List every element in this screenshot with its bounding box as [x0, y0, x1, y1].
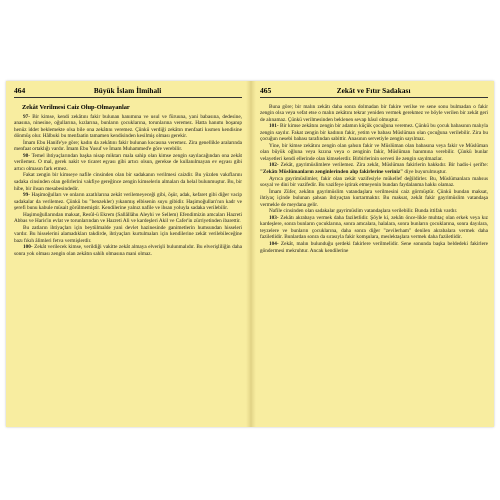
paragraph: Bu zatların ihtiyaçları için beytülmalde yani devlet hazinesinde ganimetlerin humsundan hisseleri vardır. Bu hisselerini alamadıkları takdirde, ihtiyaçları kurtulmaları için kendilerine zekât verilebileceğine bazı fıkıh âlimleri fetva vermişlerdir. — [14, 224, 242, 244]
paragraph: 104- Zekât, malın bulunduğu şerdeki fakirlere verilmelidir. Sene sonunda başka beldedeki fakirlere göndermesi mekruhtur. Ancak kendilerine — [260, 240, 488, 254]
running-title: Zekât ve Fıtır Sadakası — [336, 87, 411, 95]
paragraph: 103- Zekâtı akrabaya vermek daha faziletlidir. Şöyle ki, zekâtı önce-likle muhtaç olan erkek veya kız kardeşlere, sonra bunların çocuklarına, sonra amcalara, halalara, sonra bunların çocuklarına, sonra dayılara, teyzelere ve bunların çocuklarına, daha sonra diğer "zevilerham" denilen akrabalara vermek daha faziletlidir. Bunlardan sonra da sırasıyla fakir komşulara, meslektaşlara vermek daha faziletlidir. — [260, 214, 488, 241]
running-title: Büyük İslam İlmihali — [93, 87, 162, 95]
paragraph: Buna göre; bir malın zekâtı daha sonra dolmadan bir fakire verilse ve sene sonu bulmadan o fakir zengin olsa veya vefat etse o malın zekâtını tekrar yeniden vermek gerekmez ve böyle verilen bir zekât geri de alınamaz. Çünkü verilmesinden beklenen sevap hâsıl olmuştur. — [260, 103, 488, 123]
right-page-header — [260, 81, 488, 98]
paragraph: Yine, bir kimse zekâtını zengin olan şahsın fakir ve Müslüman olan babasına veya fakir ve Müslüman olan büyük oğluna veya kızına veya o zenginin fakir, Müslüman hanımına verebilir. Çünkü bunlar velayetleri kendi ellerinde olan kimselerdir. Birbirlerinin serveti ile zengin sayılmazlar. — [260, 142, 488, 162]
paragraph: 100- Zekât verilecek kimse, verildiği vakitte zekât almaya elverişli bulunmalıdır. Bu elverişliliğin daha sonra yok olması zengin olan zekâtın sahih olmasına mani olmaz. — [14, 244, 242, 257]
hadith-quote: "Zekâtı Müslümanların zenginlerinden alıp fakirlerine veriniz" — [260, 168, 404, 175]
book-spread — [6, 81, 494, 427]
paragraph: 99- Haşimoğulları ve onların azatlılarına zekât verilemeyeceği gibi, öşür, adak, kefaret gibi diğer vacip sadakalar da verilemez. Çünkü bu "benzekler) yıkanmış elbisenin suyu gibidir. Haşimoğulları'nın kadr ve şerefi bunu kabule müsait görülmemiştir. Kendilerine yalnız nafile ve ihsan yoluyla sadaka verilebilir. — [14, 192, 242, 212]
paragraph: 97- Bir kimse, kendi zekâtını fakir bulunan hanımına ve usul ve füruuna, yani babasına, dedesine, anasına, ninesine, oğullarına, kızlarına, bunların çocuklarına, torunlarına veremez. Hatta hanımı boşanıp henüz iddet beklemekte olsa bile ona zekâtını veremez. Çünkü verdiği zekâtın menfaati kısmen kendisine dönmüş olur. Hâlbuki bu menfaatin tamamen kendisinden kesilmiş olması gerekir. — [14, 113, 242, 140]
paragraph: Haşimoğullarından maksat, Resûl-ü Ekrem (Sallâllâhu Aleyhi ve Sellem) Efendimizin amcaları Hazreti Abbas ve Haris'in evlat ve torunlarından ve Hazreti Ali ve kardeşleri Akil ve Cafer'in zürriyetinden ibarettir. — [14, 211, 242, 225]
page-number: 465 — [260, 86, 272, 95]
paragraph: İmam Ebu Hanife'ye göre; kadın da zekâtını fakir bulunan kocasına veremez. Zira genellikle aralarında menfaat ortaklığı vardır. İmam Ebu Yusuf ve İmam Muhammed'e göre verebilir. — [14, 139, 242, 153]
paragraph: 98- Temel ihtiyaçlarından başka nisap miktarı mala sahip olan kimse zengin sayılacağından ona zekât verilemez. O mal, gerek nakit ve ticaret eşyası gibi artıcı olsun, gerekse de kullanılmayan ev eşyası gibi artıcı olmasın fark etmez. — [14, 152, 242, 172]
paragraph: 101- Bir kimse zekâtını zengin bir adamın küçük çocuğuna veremez. Çünkü bu çocuk babasının malıyla zengin sayılır. Fakat zengin bir kadının fakir, yetim ve babası Müslüman olan çocuğuna verilebilir. Zira bu çocuğun nesebi babası tarafından sabittir. Anasının servetiyle zengin sayılmaz. — [260, 123, 488, 143]
section-title: Zekât Verilmesi Caiz Olup-Olmayanlar — [22, 103, 130, 111]
left-page-text — [14, 114, 242, 258]
paragraph: 102- Zekât, gayrimüslimlere verilemez. Zira zekât, Müslüman fakirlerin hakkıdır. Bir hadis-i şerifte: "Zekâtı Müslümanların zenginlerinden alıp fakirlerine veriniz" diye buyurulmuştur. — [260, 162, 488, 175]
right-page-text — [260, 104, 488, 255]
right-page — [260, 81, 488, 427]
paragraph: Nafile cinsinden olan sadakalar gayrimüslim vatandaşlara verilebilir. Bunda ittifak vardır. — [269, 208, 458, 215]
left-page — [14, 81, 242, 427]
paragraph: İmam Züfer, zekâtın gayrimüslim vatandaşlara verilmesini caiz görmüştür. Çünkü bundan maksat, ihtiyaç içinde bulunan şahsan ihtiyaçtan kurtarmaktır. Bu maksat, zekât fakir gayrimüslim vatandaşa vermekle de meydana gelir. — [260, 188, 488, 208]
book-gutter — [246, 81, 256, 427]
left-page-header — [14, 81, 242, 98]
paragraph: Fakat zengin bir kimseye nafile cinsinden olan bir sadakanın verilmesi caizdir. Bu yüzden vakıflarını sadaka cinsinden olan gelirlerini vakfiye gereğince zengin kimselerin almaları da helal bulunmuştur. Bu, bir hibe, bir ihsan mesabesindedir. — [14, 172, 242, 192]
page-number: 464 — [14, 86, 26, 95]
paragraph: Ayrıca gayrimüslimler, fakir olan zekât vazifesiyle mükellef değildirler. Bu, Müslümanlara mahsus sosyal ve dini bir vazifedir. Bu vazifeye iştirak etmeyenin bundan faydalanma hakkı olamaz. — [260, 175, 488, 189]
